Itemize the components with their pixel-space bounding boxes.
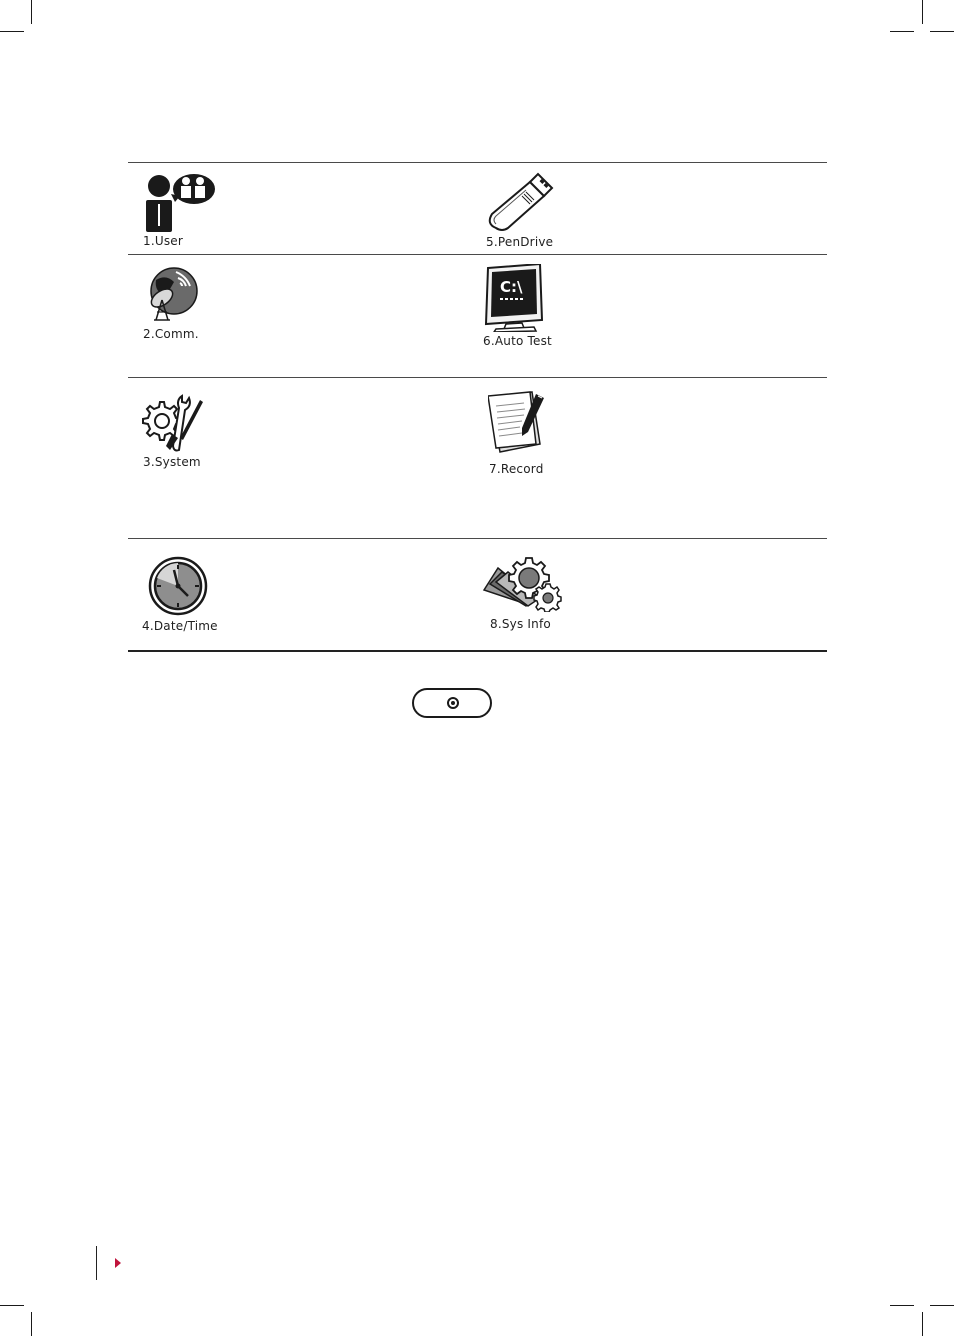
crop-mark-tl-h <box>0 31 24 32</box>
clock-icon <box>148 556 208 616</box>
divider <box>128 377 827 378</box>
crop-mark-bl-v <box>31 1312 32 1336</box>
menu-item-label: 7.Record <box>489 462 544 476</box>
menu-item-label: 2.Comm. <box>143 327 199 341</box>
menu-item-autotest[interactable] <box>484 264 546 332</box>
menu-item-label: 1.User <box>143 234 184 248</box>
menu-item-comm[interactable] <box>146 266 202 322</box>
crop-mark-tl-v <box>31 0 32 24</box>
satellite-dish-icon <box>146 266 202 322</box>
usb-drive-icon <box>486 170 556 232</box>
gear-wrench-icon <box>142 392 206 454</box>
footer-arrow-icon <box>115 1258 121 1268</box>
menu-item-label: 3.System <box>143 455 201 469</box>
ok-circle-icon <box>447 697 459 709</box>
crop-mark-br-v <box>922 1312 923 1336</box>
menu-item-label: 6.Auto Test <box>483 334 552 348</box>
menu-item-label: 4.Date/Time <box>142 619 218 633</box>
crop-mark-tr-v <box>922 0 923 24</box>
divider <box>128 162 827 163</box>
menu-item-record[interactable] <box>488 390 548 454</box>
divider <box>128 538 827 539</box>
crop-mark-tr-h2 <box>930 31 954 32</box>
crop-mark-tr-h1 <box>890 31 914 32</box>
menu-item-sysinfo[interactable] <box>482 554 562 612</box>
menu-item-datetime[interactable] <box>148 556 208 616</box>
menu-item-label: 8.Sys Info <box>490 617 551 631</box>
menu-item-user[interactable] <box>142 172 216 232</box>
divider <box>128 254 827 255</box>
crop-mark-br-h1 <box>890 1305 914 1306</box>
monitor-icon <box>484 264 546 332</box>
menu-item-pendrive[interactable] <box>486 170 556 232</box>
user-icon <box>142 172 216 232</box>
monitor-screen-text: C:\ <box>500 278 523 296</box>
folder-gears-icon <box>482 554 562 612</box>
menu-item-system[interactable] <box>142 392 206 454</box>
menu-item-label: 5.PenDrive <box>486 235 554 249</box>
crop-mark-br-h2 <box>930 1305 954 1306</box>
ok-button[interactable] <box>412 688 492 718</box>
divider <box>128 650 827 652</box>
crop-mark-bl-h <box>0 1305 24 1306</box>
notepad-pencil-icon <box>488 390 548 454</box>
footer-divider <box>96 1246 97 1280</box>
